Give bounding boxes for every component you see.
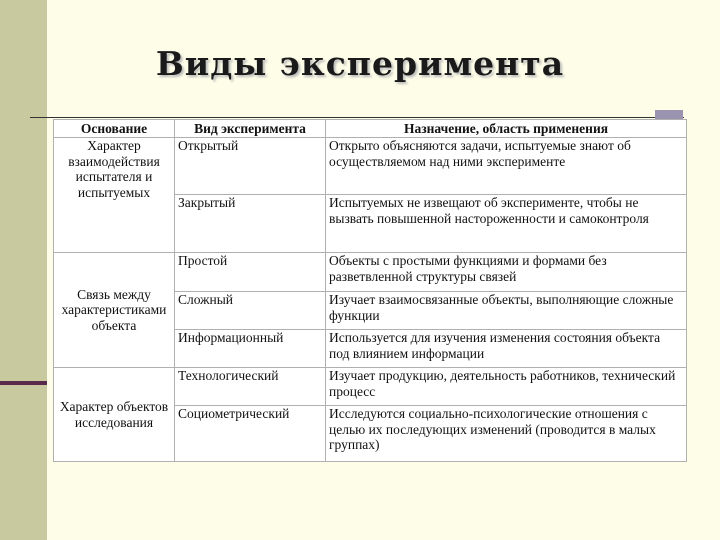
type-cell: Социометрический [175,406,326,462]
type-cell: Открытый [175,138,326,195]
table-row [54,368,687,406]
type-cell: Технологический [175,368,326,406]
basis-cell: Связь между характеристиками объекта [54,253,175,368]
table-row [54,138,687,195]
title-rule [30,117,684,118]
table-header-row [54,120,687,138]
purpose-cell: Изучает взаимосвязанные объекты, выполняющие сложные функции [326,292,687,330]
left-decor-accent [0,381,47,385]
slide-title: Виды эксперимента [155,44,565,83]
header-purpose: Назначение, область применения [326,120,687,138]
basis-cell: Характер объектов исследования [54,368,175,462]
type-cell: Сложный [175,292,326,330]
purpose-cell: Изучает продукцию, деятельность работников, технический процесс [326,368,687,406]
type-cell: Простой [175,253,326,292]
type-cell: Закрытый [175,195,326,253]
basis-cell: Характер взаимодействия испытателя и испытуемых [54,138,175,253]
table-row [54,253,687,292]
purpose-cell: Исследуются социально-психологические отношения с целью их последующих изменений (проводится в малых группах) [326,406,687,462]
experiment-types-table [53,119,687,462]
purpose-cell: Объекты с простыми функциями и формами без разветвленной структуры связей [326,253,687,292]
purpose-cell: Используется для изучения изменения состояния объекта под влиянием информации [326,330,687,368]
header-basis: Основание [54,120,175,138]
type-cell: Информационный [175,330,326,368]
purpose-cell: Открыто объясняются задачи, испытуемые знают об осуществляемом над ними эксперименте [326,138,687,195]
purpose-cell: Испытуемых не извещают об эксперименте, чтобы не вызвать повышенной настороженности и самоконтроля [326,195,687,253]
header-type: Вид эксперимента [175,120,326,138]
